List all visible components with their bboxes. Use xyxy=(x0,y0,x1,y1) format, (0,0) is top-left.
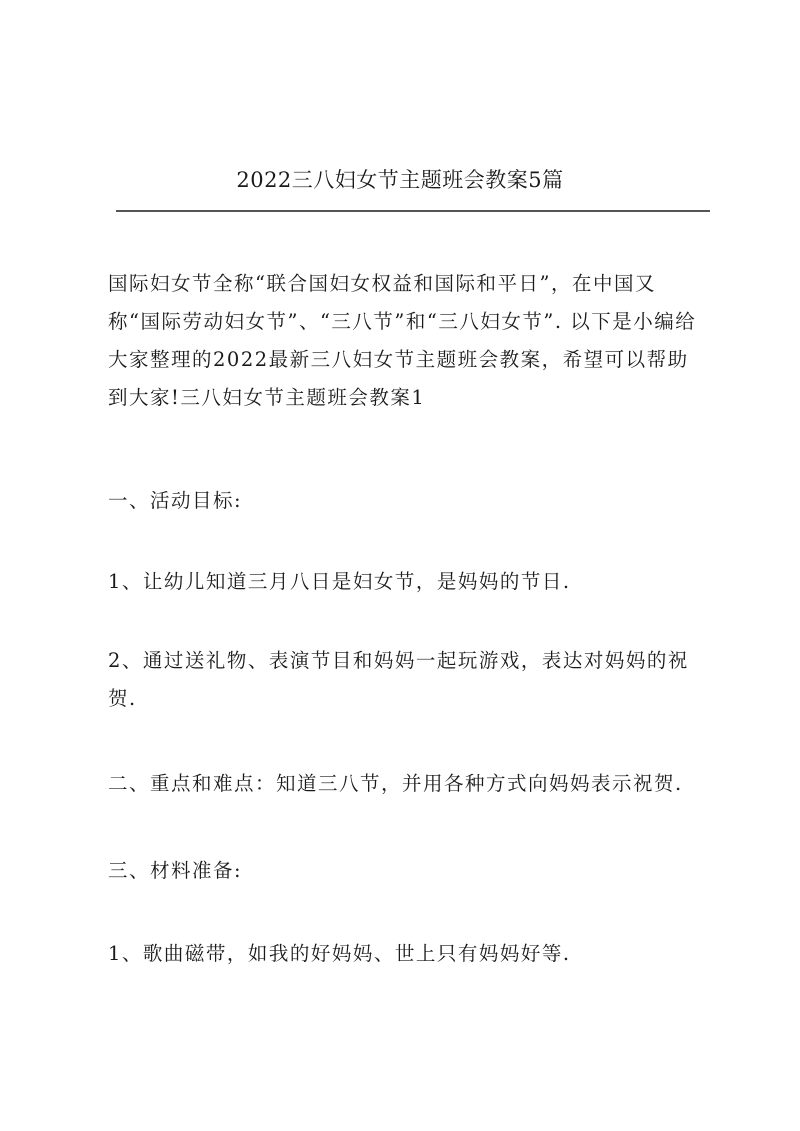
title-divider xyxy=(116,210,710,212)
document-title: 2022三八妇女节主题班会教案5篇 xyxy=(236,168,564,192)
materials-item-1: 1、歌曲磁带，如我的好妈妈、世上只有妈妈好等. xyxy=(108,942,571,965)
section-activity-goals-heading: 一、活动目标: xyxy=(108,489,243,512)
goal-item-2: 2、通过送礼物、表演节目和妈妈一起玩游戏，表达对妈妈的祝贺. xyxy=(108,649,689,710)
key-points-paragraph: 二、重点和难点：知道三八节，并用各种方式向妈妈表示祝贺. xyxy=(108,772,683,795)
goal-item-1: 1、让幼儿知道三月八日是妇女节，是妈妈的节日. xyxy=(108,570,571,593)
intro-paragraph: 国际妇女节全称“联合国妇女权益和国际和平日”，在中国又称“国际劳动妇女节”、“三八节”和“三八妇女节”. 以下是小编给大家整理的2022最新三八妇女节主题班会教案，希望可以帮助到大家!三八妇女节主题班会教案1 xyxy=(108,272,697,409)
section-materials-heading: 三、材料准备: xyxy=(108,859,243,882)
